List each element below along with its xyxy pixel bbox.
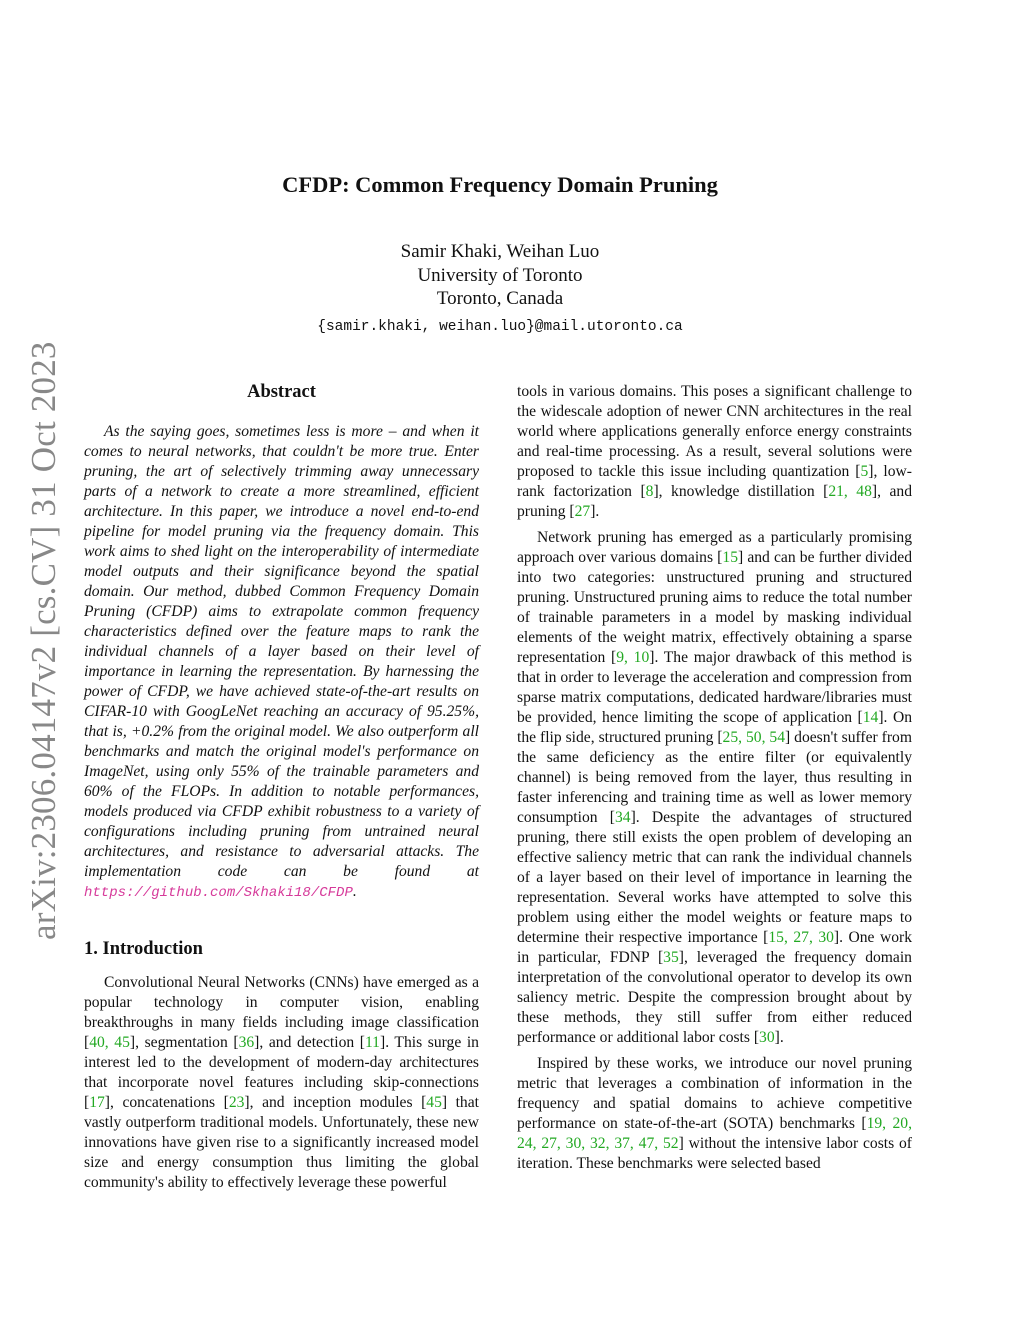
code-link[interactable]: https://github.com/Skhaki18/CFDP [84, 885, 353, 901]
citation-link[interactable]: 45 [426, 1094, 442, 1111]
citation-link[interactable]: 11 [364, 1034, 380, 1051]
citation-link[interactable]: 23 [228, 1094, 245, 1111]
author-block [0, 240, 1000, 339]
right-column [517, 382, 912, 1180]
intro-paragraph-1: Convolutional Neural Networks (CNNs) have emerged as a popular technology in computer vision, enabling breakthroughs in many fields including image classification [40, 45], segmentation [36], and detection [11]. This surge in interest led to the development of modern-day architectures that incorporate novel features including skip-connections [17], concatenations [23], and inception modules [45] that vastly outperform traditional models. Unfortunately, these new innovations have given rise to a significantly increased model size and energy consumption thus limiting the global community's ability to effectively leverage these powerful [84, 974, 479, 1191]
abstract-heading: Abstract [247, 382, 316, 402]
author-email[interactable]: {samir.khaki, weihan.luo}@mail.utoronto.ca [317, 318, 683, 335]
intro-paragraph-2: tools in various domains. This poses a significant challenge to the widescale adoption of newer CNN architectures in the real world where applications generally enforce energy constraints and real-time processing. As a result, several solutions were proposed to tackle this issue including quantization [5], low-rank factorization [8], knowledge distillation [21, 48], and pruning [27]. [517, 383, 913, 520]
citation-link[interactable]: 40, 45 [89, 1034, 130, 1051]
author-affiliation: University of Toronto [417, 264, 583, 286]
abstract-text: As the saying goes, sometimes less is more – and when it comes to neural networks, that couldn't be more true. Enter pruning, the art of selectively trimming away unnecessary parts of a network to create a more streamlined, efficient architecture. In this paper, we introduce a novel end-to-end pipeline for model pruning via the frequency domain. This work aims to shed light on the interoperability of intermediate model outputs and their significance beyond the spatial domain. Our method, dubbed Common Frequency Domain Pruning (CFDP) aims to extrapolate common frequency characteristics defined over the feature maps to rank the individual channels of a layer based on their level of importance in learning the representation. By harnessing the power of CFDP, we have achieved state-of-the-art results on CIFAR-10 with GoogLeNet reaching an accuracy of 95.25%, that is, +0.2% from the original model. We also outperform all benchmarks and match the original model's performance on ImageNet, using only 55% of the trainable parameters and 60% of the FLOPs. In addition to notable performances, models produced via CFDP exhibit robustness to a variety of configurations including pruning from untrained neural architectures, and resistance to adversarial attacks. The implementation code can be found at [84, 423, 479, 880]
author-names: Samir Khaki, Weihan Luo [400, 241, 600, 262]
citation-link[interactable]: 19, 20, 24, 27, 30, 32, 37, 47, 52 [517, 1115, 912, 1152]
citation-link[interactable]: 5 [860, 463, 869, 480]
citation-link[interactable]: 8 [645, 483, 654, 500]
intro-paragraph-3: Network pruning has emerged as a particularly promising approach over various domains [15] and can be further divided into two categories: unstructured pruning and structured pruning. Unstructured pruning aims to reduce the total number of trainable parameters in a model by masking individual elements of the weight matrix, effectively obtaining a sparse representation [9, 10]. The major drawback of this method is that in order to leverage the acceleration and compression from sparse matrix computations, dedicated hardware/libraries must be provided, hence limiting the scope of application [14]. On the flip side, structured pruning [25, 50, 54] doesn't suffer from the same deficiency as the entire filter (or equivalently channel) is being removed from the layer, thus resulting in faster inferencing and training time as well as lower memory consumption [34]. Despite the advantages of structured pruning, there still exists the open problem of developing an effective saliency metric that can rank the individual channels of a layer based on their level of importance in learning the representation. Several works have attempted to solve this problem using either the model weights or feature maps to determine their respective importance [15, 27, 30]. One work in particular, FDNP [35], leveraged the frequency domain interpretation of the convolutional operator to develop its own saliency metric. Despite the compression brought about by these methods, they still suffer from either reduced performance or additional labor costs [30]. [517, 529, 913, 1046]
citation-link[interactable]: 15, 27, 30 [768, 929, 834, 946]
citation-link[interactable]: 30 [759, 1029, 775, 1046]
citation-link[interactable]: 14 [862, 709, 879, 726]
section-heading-introduction: 1. Introduction [84, 939, 203, 959]
citation-link[interactable]: 25, 50, 54 [722, 729, 786, 746]
citation-link[interactable]: 21, 48 [828, 483, 872, 500]
abstract-body [84, 422, 479, 903]
citation-link[interactable]: 34 [614, 809, 631, 826]
paper-title: CFDP: Common Frequency Domain Pruning [282, 172, 718, 197]
citation-link[interactable]: 9, 10 [616, 649, 650, 666]
author-location: Toronto, Canada [436, 288, 564, 309]
citation-link[interactable]: 36 [238, 1034, 255, 1051]
intro-paragraph-4: Inspired by these works, we introduce our novel pruning metric that leverages a combination of information in the frequency and spatial domains to achieve competitive performance on state-of-the-art (SOTA) benchmarks [19, 20, 24, 27, 30, 32, 37, 47, 52] without the intensive labor costs of iteration. These benchmarks were selected based [517, 1055, 912, 1172]
citation-link[interactable]: 17 [89, 1094, 105, 1111]
abstract-end: . [352, 883, 357, 900]
citation-link[interactable]: 35 [663, 949, 679, 966]
left-column [84, 382, 479, 1199]
citation-link[interactable]: 15 [722, 549, 738, 566]
citation-link[interactable]: 27 [574, 503, 591, 520]
arxiv-identifier[interactable]: arXiv:2306.04147v2 [cs.CV] 31 Oct 2023 [24, 341, 63, 940]
